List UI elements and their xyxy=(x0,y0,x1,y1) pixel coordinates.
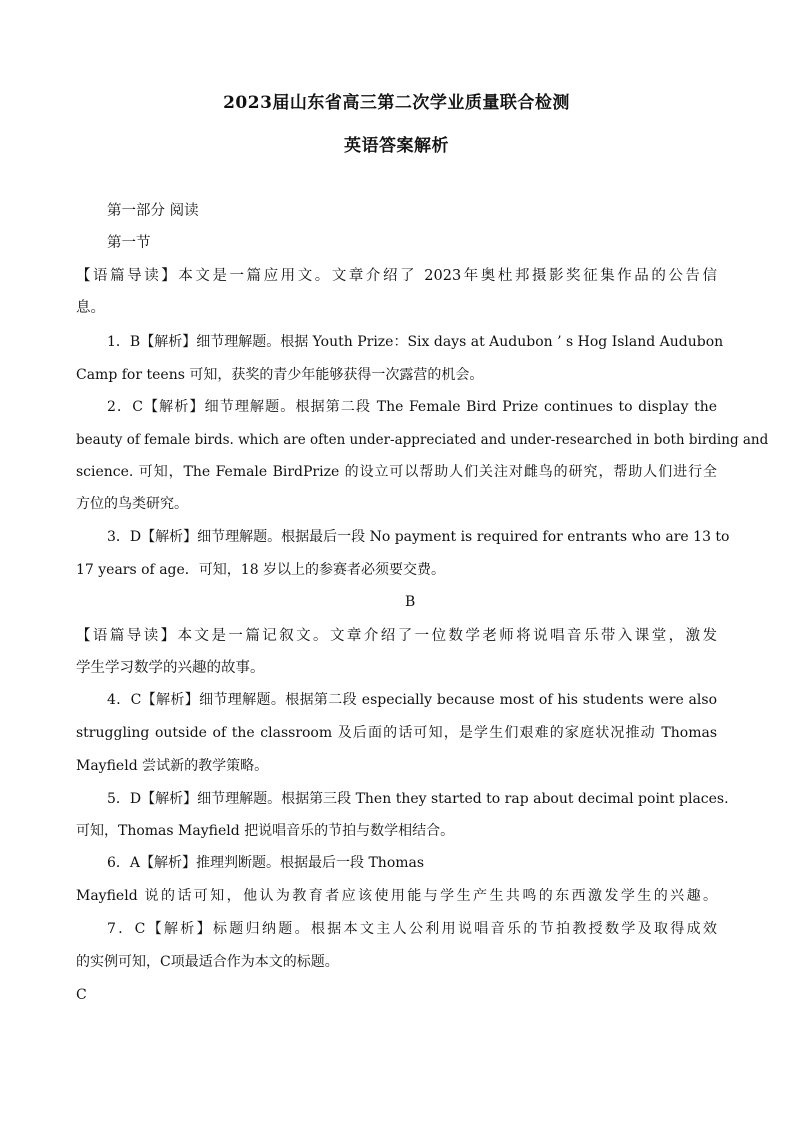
answer-2-line-3: science. 可知，The Female BirdPrize 的设立可以帮助人们关注对雌鸟的研究，帮助人们进行全 xyxy=(76,464,717,480)
answer-7-line-1: 7．C【解析】标题归纳题。根据本文主人公利用说唱音乐的节拍教授数学及取得成效 xyxy=(107,921,717,937)
answer-6-line-2: Mayfield 说的话可知，他认为教育者应该使用能与学生产生共鸣的东西激发学生的兴趣。 xyxy=(76,888,717,904)
answer-7-line-2: 的实例可知，C项最适合作为本文的标题。 xyxy=(76,954,339,970)
answer-3-line-2: 17 years of age．可知，18 岁以上的参赛者必须要交费。 xyxy=(76,562,446,578)
passage-b-heading: B xyxy=(405,594,416,610)
answer-2-line-4: 方位的鸟类研究。 xyxy=(76,496,188,512)
answer-1-line-1: 1．B【解析】细节理解题。根据 Youth Prize：Six days at Audubon ’ s Hog Island Audubon xyxy=(107,334,724,350)
part-label: 第一部分 阅读 xyxy=(107,203,199,219)
answer-5-line-2: 可知，Thomas Mayfield 把说唱音乐的节拍与数学相结合。 xyxy=(76,823,455,839)
section-label: 第一节 xyxy=(107,235,151,251)
passage-c-heading: C xyxy=(76,987,87,1003)
answer-2-line-1: 2．C【解析】细节理解题。根据第二段 The Female Bird Prize continues to display the xyxy=(107,399,717,415)
answer-4-line-2: struggling outside of the classroom 及后面的话可知，是学生们艰难的家庭状况推动 Thomas xyxy=(76,725,717,741)
answer-5-line-1: 5．D【解析】细节理解题。根据第三段 Then they started to rap about decimal point places. xyxy=(107,791,729,807)
document-title: 2023届山东省高三第二次学业质量联合检测 xyxy=(223,93,570,113)
answer-4-line-1: 4．C【解析】细节理解题。根据第二段 especially because most of his students were also xyxy=(107,692,717,708)
document-subtitle: 英语答案解析 xyxy=(344,136,449,156)
answer-2-line-2: beauty of female birds. which are often under-appreciated and under-researched in both birding and xyxy=(76,432,769,448)
passage-a-intro-line-1: 【语篇导读】本文是一篇应用文。文章介绍了 2023年奥杜邦摄影奖征集作品的公告信 xyxy=(76,268,717,284)
answer-1-line-2: Camp for teens 可知，获奖的青少年能够获得一次露营的机会。 xyxy=(76,367,484,383)
passage-b-intro-line-1: 【语篇导读】本文是一篇记叙文。文章介绍了一位数学老师将说唱音乐带入课堂，激发 xyxy=(76,628,717,644)
answer-4-line-3: Mayfield 尝试新的教学策略。 xyxy=(76,758,269,774)
passage-a-intro-line-2: 息。 xyxy=(76,300,105,316)
passage-b-intro-line-2: 学生学习数学的兴趣的故事。 xyxy=(76,660,265,676)
answer-3-line-1: 3．D【解析】细节理解题。根据最后一段 No payment is required for entrants who are 13 to xyxy=(107,529,730,545)
answer-6-line-1: 6．A【解析】推理判断题。根据最后一段 Thomas xyxy=(107,855,425,871)
